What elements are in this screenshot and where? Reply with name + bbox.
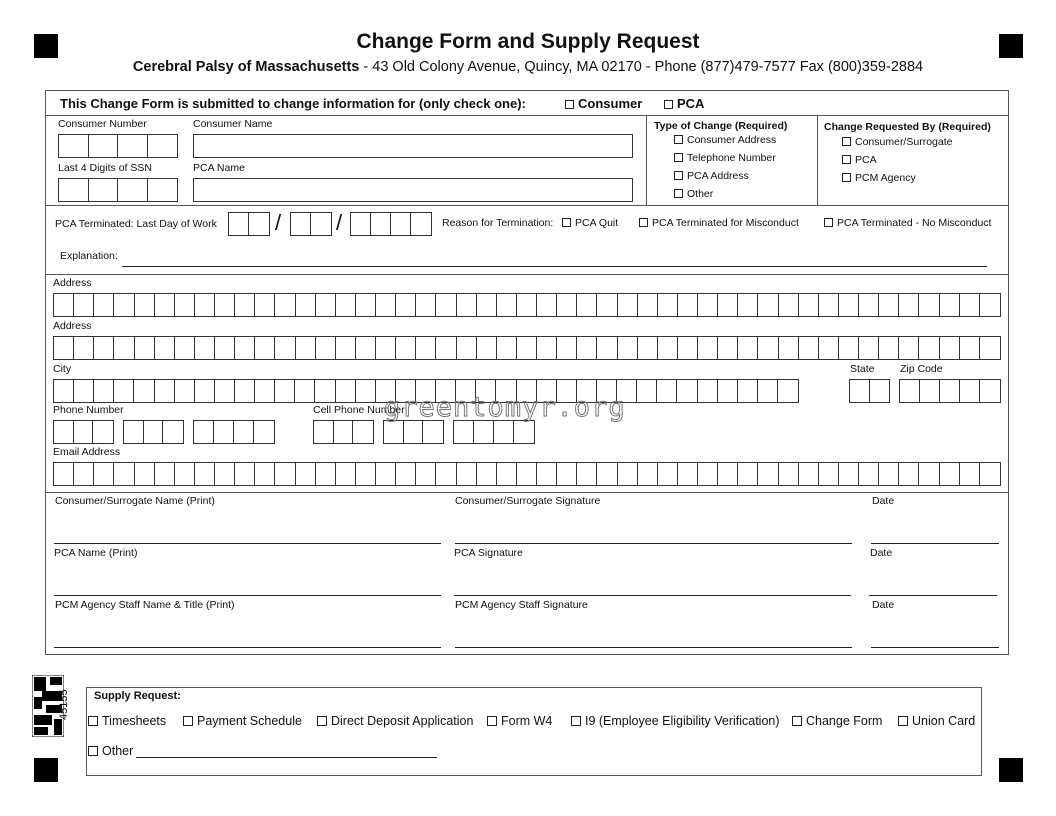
char-cell[interactable] <box>296 337 316 359</box>
char-cell[interactable] <box>557 337 577 359</box>
char-cell[interactable] <box>235 380 255 402</box>
staff-name-input[interactable] <box>54 647 441 648</box>
char-cell[interactable] <box>356 463 376 485</box>
checkbox-consumer[interactable] <box>565 96 642 111</box>
char-cell[interactable] <box>779 337 799 359</box>
org-address: - 43 Old Colony Avenue, Quincy, MA 02170 - Phone (877)479-7577 Fax (800)359-2884 <box>359 59 924 75</box>
char-cell[interactable] <box>919 337 939 359</box>
char-cell[interactable] <box>677 380 697 402</box>
char-cell[interactable] <box>779 294 799 316</box>
char-cell[interactable] <box>899 294 919 316</box>
char-cell[interactable] <box>255 294 275 316</box>
address2-label: Address <box>53 320 92 332</box>
char-cell[interactable] <box>517 463 537 485</box>
checkbox-icon[interactable] <box>639 218 648 227</box>
char-cell[interactable] <box>255 380 275 402</box>
checkbox-payment-schedule[interactable] <box>183 714 302 728</box>
char-cell[interactable] <box>839 463 859 485</box>
char-cell[interactable] <box>960 337 980 359</box>
char-cell[interactable] <box>396 337 416 359</box>
phone-prefix-input[interactable] <box>123 420 184 444</box>
char-cell[interactable] <box>376 337 396 359</box>
char-cell[interactable] <box>698 463 718 485</box>
cell-line-input[interactable] <box>453 420 535 444</box>
state-label: State <box>850 363 875 375</box>
checkbox-label: Consumer/Surrogate <box>855 136 953 148</box>
checkbox-icon[interactable] <box>317 716 327 726</box>
checkbox-icon[interactable] <box>824 218 833 227</box>
char-cell[interactable] <box>577 463 597 485</box>
cell-prefix-input[interactable] <box>383 420 444 444</box>
char-cell[interactable] <box>497 463 517 485</box>
char-cell[interactable] <box>657 380 677 402</box>
char-cell[interactable] <box>980 337 1000 359</box>
char-cell[interactable] <box>738 337 758 359</box>
char-cell[interactable] <box>678 337 698 359</box>
checkbox-label: Form W4 <box>501 714 553 728</box>
pca-name-input[interactable] <box>193 178 633 202</box>
char-cell[interactable] <box>839 294 859 316</box>
staff-signature-label: PCM Agency Staff Signature <box>455 599 588 611</box>
char-cell[interactable] <box>859 337 879 359</box>
char-cell[interactable] <box>195 380 215 402</box>
char-cell[interactable] <box>638 294 658 316</box>
divider <box>817 116 818 205</box>
char-cell[interactable] <box>819 463 839 485</box>
checkbox-supply-other[interactable] <box>88 744 133 758</box>
char-cell[interactable] <box>376 294 396 316</box>
termination-reason-label: Reason for Termination: <box>442 217 554 229</box>
char-cell[interactable] <box>457 294 477 316</box>
char-cell[interactable] <box>497 337 517 359</box>
cell-phone-label: Cell Phone Number <box>313 404 405 416</box>
divider <box>46 274 1008 275</box>
char-cell[interactable] <box>678 294 698 316</box>
char-cell[interactable] <box>738 463 758 485</box>
checkbox-icon[interactable] <box>842 137 851 146</box>
char-cell[interactable] <box>799 463 819 485</box>
char-cell[interactable] <box>436 337 456 359</box>
char-cell[interactable] <box>637 380 657 402</box>
char-cell[interactable] <box>275 380 295 402</box>
char-cell[interactable] <box>175 463 195 485</box>
char-cell[interactable] <box>758 380 778 402</box>
char-cell[interactable] <box>336 463 356 485</box>
divider <box>46 492 1008 493</box>
pca-name-print-label: PCA Name (Print) <box>54 547 138 559</box>
checkbox-icon[interactable] <box>674 189 683 198</box>
checkbox-consumer-address[interactable] <box>674 134 776 146</box>
pca-signature-input[interactable] <box>454 595 851 596</box>
checkbox-requested-pca[interactable] <box>842 154 877 166</box>
char-cell[interactable] <box>859 463 879 485</box>
char-cell[interactable] <box>275 463 295 485</box>
char-cell[interactable] <box>235 337 255 359</box>
char-cell[interactable] <box>134 380 154 402</box>
checkbox-icon[interactable] <box>674 153 683 162</box>
char-cell[interactable] <box>738 380 758 402</box>
checkbox-pca-address[interactable] <box>674 170 749 182</box>
char-cell[interactable] <box>678 463 698 485</box>
char-cell[interactable] <box>74 380 94 402</box>
char-cell[interactable] <box>919 294 939 316</box>
pca-name-label: PCA Name <box>193 162 245 174</box>
char-cell[interactable] <box>960 463 980 485</box>
checkbox-i9[interactable] <box>571 714 780 728</box>
supply-request-title: Supply Request: <box>94 690 181 702</box>
checkbox-icon[interactable] <box>565 100 574 109</box>
char-cell[interactable] <box>215 294 235 316</box>
char-cell[interactable] <box>135 463 155 485</box>
checkbox-label: PCA Address <box>687 170 749 182</box>
char-cell[interactable] <box>597 463 617 485</box>
date-separator: / <box>275 210 282 235</box>
date1-label: Date <box>872 495 895 507</box>
char-cell[interactable] <box>497 294 517 316</box>
char-cell[interactable] <box>336 337 356 359</box>
char-cell[interactable] <box>195 463 215 485</box>
date3-input[interactable] <box>871 647 999 648</box>
address1-input[interactable] <box>53 293 1001 317</box>
char-cell[interactable] <box>658 463 678 485</box>
phone-label: Phone Number <box>53 404 124 416</box>
char-cell[interactable] <box>114 337 134 359</box>
address1-label: Address <box>53 277 92 289</box>
checkbox-union-card[interactable] <box>898 714 975 728</box>
char-cell[interactable] <box>758 463 778 485</box>
last-day-year-input[interactable] <box>350 212 432 236</box>
char-cell[interactable] <box>698 337 718 359</box>
checkbox-form-w4[interactable] <box>487 714 552 728</box>
registration-mark-bl <box>34 758 58 782</box>
char-cell[interactable] <box>557 463 577 485</box>
char-cell[interactable] <box>215 337 235 359</box>
char-cell[interactable] <box>155 380 175 402</box>
char-cell[interactable] <box>577 294 597 316</box>
char-cell[interactable] <box>758 294 778 316</box>
char-cell[interactable] <box>658 294 678 316</box>
char-cell[interactable] <box>356 294 376 316</box>
divider <box>646 116 647 205</box>
char-cell[interactable] <box>376 463 396 485</box>
char-cell[interactable] <box>960 294 980 316</box>
char-cell[interactable] <box>940 294 960 316</box>
char-cell[interactable] <box>296 294 316 316</box>
consumer-number-label: Consumer Number <box>58 118 147 130</box>
registration-mark-br <box>999 758 1023 782</box>
char-cell[interactable] <box>819 337 839 359</box>
char-cell[interactable] <box>557 294 577 316</box>
staff-name-label: PCM Agency Staff Name & Title (Print) <box>55 599 235 611</box>
char-cell[interactable] <box>175 294 195 316</box>
char-cell[interactable] <box>819 294 839 316</box>
checkbox-telephone-number[interactable] <box>674 152 776 164</box>
char-cell[interactable] <box>416 463 436 485</box>
char-cell[interactable] <box>638 463 658 485</box>
char-cell[interactable] <box>74 337 94 359</box>
char-cell[interactable] <box>155 294 175 316</box>
form-subtitle <box>0 59 1056 75</box>
char-cell[interactable] <box>94 463 114 485</box>
char-cell[interactable] <box>94 294 114 316</box>
char-cell[interactable] <box>175 337 195 359</box>
explanation-label: Explanation: <box>60 250 118 262</box>
phone-area-input[interactable] <box>53 420 114 444</box>
org-name: Cerebral Palsy of Massachusetts <box>132 59 360 75</box>
checkbox-icon[interactable] <box>88 716 98 726</box>
char-cell[interactable] <box>618 463 638 485</box>
char-cell[interactable] <box>718 463 738 485</box>
char-cell[interactable] <box>275 294 295 316</box>
checkbox-icon[interactable] <box>842 155 851 164</box>
char-cell[interactable] <box>356 380 376 402</box>
checkbox-terminated-no-misconduct[interactable] <box>824 217 991 229</box>
char-cell[interactable] <box>74 463 94 485</box>
checkbox-label: PCA <box>855 154 877 166</box>
char-cell[interactable] <box>839 337 859 359</box>
consumer-name-input[interactable] <box>193 134 633 158</box>
checkbox-icon[interactable] <box>183 716 193 726</box>
checkbox-pca[interactable] <box>664 96 704 111</box>
char-cell[interactable] <box>135 294 155 316</box>
checkbox-label: PCA Quit <box>575 217 619 229</box>
char-cell[interactable] <box>618 294 638 316</box>
checkbox-icon[interactable] <box>571 716 581 726</box>
checkbox-label: Other <box>102 744 134 758</box>
char-cell[interactable] <box>899 463 919 485</box>
char-cell[interactable] <box>477 337 497 359</box>
char-cell[interactable] <box>235 463 255 485</box>
char-cell[interactable] <box>517 294 537 316</box>
char-cell[interactable] <box>255 337 275 359</box>
char-cell[interactable] <box>738 294 758 316</box>
char-cell[interactable] <box>698 380 718 402</box>
char-cell[interactable] <box>155 463 175 485</box>
char-cell[interactable] <box>718 380 738 402</box>
checkbox-label: PCM Agency <box>855 172 916 184</box>
char-cell[interactable] <box>416 294 436 316</box>
checkbox-icon[interactable] <box>792 716 802 726</box>
checkbox-icon[interactable] <box>562 218 571 227</box>
checkbox-label: Change Form <box>806 714 883 728</box>
char-cell[interactable] <box>457 463 477 485</box>
checkbox-consumer-surrogate[interactable] <box>842 136 952 148</box>
char-cell[interactable] <box>477 463 497 485</box>
watermark: greentomyr.org <box>384 392 626 423</box>
char-cell[interactable] <box>336 294 356 316</box>
char-cell[interactable] <box>537 294 557 316</box>
char-cell[interactable] <box>295 380 315 402</box>
checkbox-label: Union Card <box>912 714 976 728</box>
checkbox-label: PCA Terminated for Misconduct <box>652 217 799 229</box>
char-cell[interactable] <box>155 337 175 359</box>
checkbox-label: Consumer Address <box>687 134 777 146</box>
phone-line-input[interactable] <box>193 420 275 444</box>
checkbox-terminated-misconduct[interactable] <box>639 217 799 229</box>
ssn-label: Last 4 Digits of SSN <box>58 162 152 174</box>
char-cell[interactable] <box>597 337 617 359</box>
char-cell[interactable] <box>436 463 456 485</box>
checkbox-icon[interactable] <box>842 173 851 182</box>
char-cell[interactable] <box>316 294 336 316</box>
divider <box>46 115 1008 116</box>
divider <box>46 205 1008 206</box>
zip-label: Zip Code <box>900 363 943 375</box>
char-cell[interactable] <box>255 463 275 485</box>
staff-signature-input[interactable] <box>455 647 852 648</box>
checkbox-icon[interactable] <box>664 100 673 109</box>
char-cell[interactable] <box>698 294 718 316</box>
consumer-signature-input[interactable] <box>455 543 852 544</box>
consumer-signature-label: Consumer/Surrogate Signature <box>455 495 601 507</box>
char-cell[interactable] <box>940 337 960 359</box>
explanation-input[interactable] <box>122 266 987 267</box>
address2-input[interactable] <box>53 336 1001 360</box>
char-cell[interactable] <box>477 294 497 316</box>
char-cell[interactable] <box>316 463 336 485</box>
checkbox-pcm-agency[interactable] <box>842 172 916 184</box>
char-cell[interactable] <box>799 337 819 359</box>
checkbox-label: Timesheets <box>102 714 167 728</box>
checkbox-direct-deposit[interactable] <box>317 714 473 728</box>
char-cell[interactable] <box>54 294 74 316</box>
char-cell[interactable] <box>356 337 376 359</box>
char-cell[interactable] <box>336 380 356 402</box>
char-cell[interactable] <box>778 380 798 402</box>
checkbox-label: Other <box>687 188 714 200</box>
pca-signature-label: PCA Signature <box>454 547 523 559</box>
char-cell[interactable] <box>114 380 134 402</box>
char-cell[interactable] <box>919 463 939 485</box>
char-cell[interactable] <box>114 294 134 316</box>
char-cell[interactable] <box>879 294 899 316</box>
checkbox-label: Telephone Number <box>687 152 776 164</box>
char-cell[interactable] <box>135 337 155 359</box>
last-day-label: PCA Terminated: Last Day of Work <box>55 218 217 230</box>
char-cell[interactable] <box>718 337 738 359</box>
date3-label: Date <box>872 599 895 611</box>
char-cell[interactable] <box>396 463 416 485</box>
checkbox-icon[interactable] <box>487 716 497 726</box>
date1-input[interactable] <box>871 543 999 544</box>
last-day-day-input[interactable] <box>290 212 332 236</box>
checkbox-label: Payment Schedule <box>197 714 302 728</box>
checkbox-other-change[interactable] <box>674 188 713 200</box>
checkbox-label: I9 (Employee Eligibility Verification) <box>585 714 780 728</box>
requested-by-title: Change Requested By (Required) <box>824 121 991 133</box>
char-cell[interactable] <box>537 463 557 485</box>
checkbox-icon[interactable] <box>674 171 683 180</box>
char-cell[interactable] <box>779 463 799 485</box>
consumer-name-print-input[interactable] <box>54 543 441 544</box>
char-cell[interactable] <box>436 294 456 316</box>
char-cell[interactable] <box>658 337 678 359</box>
char-cell[interactable] <box>54 463 74 485</box>
char-cell[interactable] <box>396 294 416 316</box>
cell-area-input[interactable] <box>313 420 374 444</box>
date-separator: / <box>336 210 343 235</box>
state-input[interactable] <box>849 379 890 403</box>
char-cell[interactable] <box>618 337 638 359</box>
consumer-name-print-label: Consumer/Surrogate Name (Print) <box>55 495 215 507</box>
char-cell[interactable] <box>638 337 658 359</box>
checkbox-pca-label: PCA <box>677 96 705 111</box>
type-of-change-title: Type of Change (Required) <box>654 120 788 132</box>
checkbox-label: PCA Terminated - No Misconduct <box>837 217 992 229</box>
char-cell[interactable] <box>94 380 114 402</box>
checkbox-icon[interactable] <box>88 746 98 756</box>
char-cell[interactable] <box>54 337 74 359</box>
char-cell[interactable] <box>879 337 899 359</box>
char-cell[interactable] <box>859 294 879 316</box>
char-cell[interactable] <box>899 337 919 359</box>
char-cell[interactable] <box>980 294 1000 316</box>
email-input[interactable] <box>53 462 1001 486</box>
date2-label: Date <box>870 547 893 559</box>
char-cell[interactable] <box>799 294 819 316</box>
form-title: Change Form and Supply Request <box>356 30 700 53</box>
checkbox-timesheets[interactable] <box>88 714 166 728</box>
char-cell[interactable] <box>215 380 235 402</box>
char-cell[interactable] <box>597 294 617 316</box>
last-day-month-input[interactable] <box>228 212 270 236</box>
submit-instruction: This Change Form is submitted to change information for (only check one): <box>60 96 526 111</box>
consumer-name-label: Consumer Name <box>193 118 273 130</box>
char-cell[interactable] <box>175 380 195 402</box>
checkbox-pca-quit[interactable] <box>562 217 618 229</box>
char-cell[interactable] <box>316 337 336 359</box>
char-cell[interactable] <box>275 337 295 359</box>
char-cell[interactable] <box>758 337 778 359</box>
char-cell[interactable] <box>980 463 1000 485</box>
checkbox-icon[interactable] <box>898 716 908 726</box>
char-cell[interactable] <box>537 337 557 359</box>
checkbox-icon[interactable] <box>674 135 683 144</box>
supply-request-box <box>86 687 982 776</box>
email-label: Email Address <box>53 446 121 458</box>
consumer-number-input[interactable] <box>58 134 178 158</box>
char-cell[interactable] <box>718 294 738 316</box>
char-cell[interactable] <box>577 337 597 359</box>
char-cell[interactable] <box>114 463 134 485</box>
city-label: City <box>53 363 72 375</box>
char-cell[interactable] <box>74 294 94 316</box>
char-cell[interactable] <box>517 337 537 359</box>
checkbox-consumer-label: Consumer <box>578 96 643 111</box>
char-cell[interactable] <box>195 294 215 316</box>
char-cell[interactable] <box>457 337 477 359</box>
char-cell[interactable] <box>879 463 899 485</box>
checkbox-change-form[interactable] <box>792 714 882 728</box>
supply-other-input[interactable] <box>136 757 437 758</box>
char-cell[interactable] <box>940 463 960 485</box>
char-cell[interactable] <box>235 294 255 316</box>
ssn-input[interactable] <box>58 178 178 202</box>
char-cell[interactable] <box>195 337 215 359</box>
checkbox-label: Direct Deposit Application <box>331 714 474 728</box>
char-cell[interactable] <box>315 380 335 402</box>
char-cell[interactable] <box>296 463 316 485</box>
pca-name-print-input[interactable] <box>54 595 441 596</box>
char-cell[interactable] <box>416 337 436 359</box>
char-cell[interactable] <box>94 337 114 359</box>
char-cell[interactable] <box>54 380 74 402</box>
zip-input[interactable] <box>899 379 1001 403</box>
date2-input[interactable] <box>869 595 997 596</box>
form-number: 45155 <box>58 689 70 720</box>
char-cell[interactable] <box>215 463 235 485</box>
